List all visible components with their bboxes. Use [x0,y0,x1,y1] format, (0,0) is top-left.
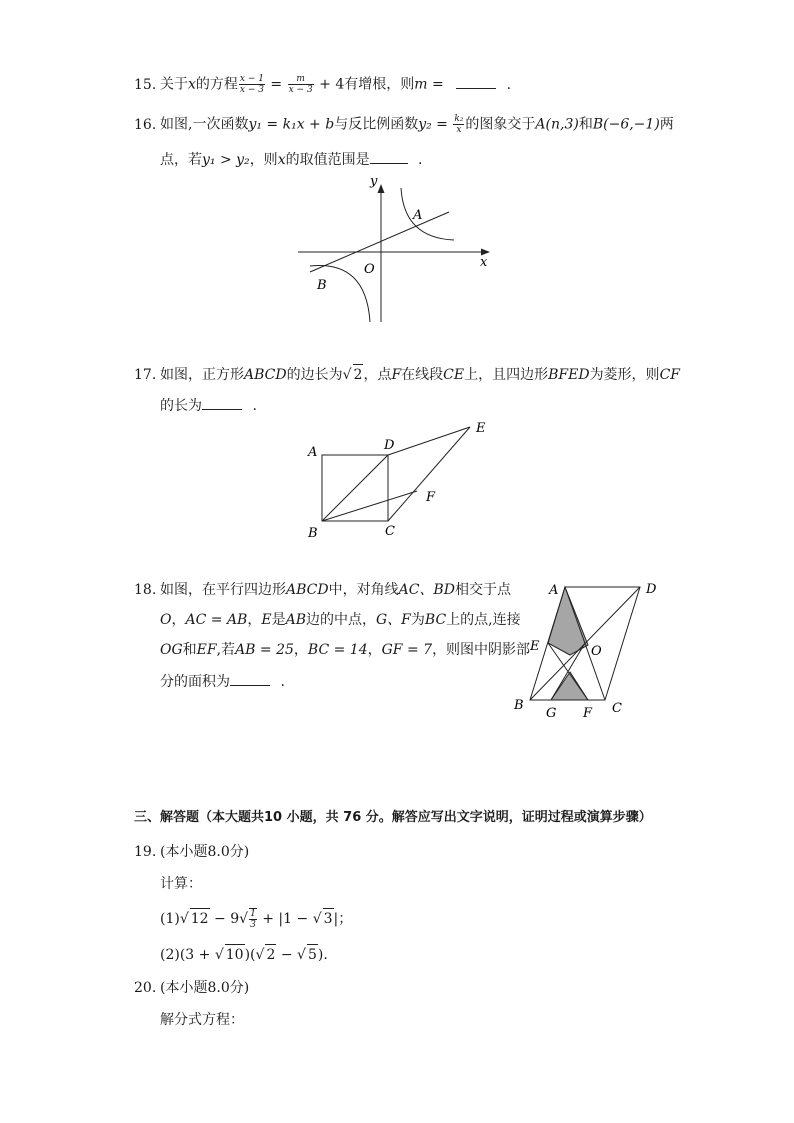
question-19: 19. (本小题8.0分) [134,844,250,860]
question-number: 20. [134,980,157,996]
label-A: A [413,208,423,223]
label-D: D [646,582,657,597]
fraction: $\frac{x - 1}{x - 3}$ [239,74,264,95]
label-D: D [384,438,395,453]
question-17: 17. 如图，正方形ABCD的边长为√ 2，点F在线段CE上，且四边形BFED为菱形，则CF [134,364,680,385]
question-18-line3: OG和EF,若AB = 25，BC = 14，GF = 7，则图中阴影部 [160,642,531,658]
question-17-line2: 的长为 . [160,398,257,414]
question-15: 15. 关于x的方程 $\frac{x - 1}{x - 3}$ = $\frac{m}{x - 3}$ + 4有增根，则m = . [134,74,512,95]
label-O: O [591,644,602,659]
label-F: F [426,490,436,505]
question-16-line2: 点，若y₁ > y₂，则x的取值范围是 . [160,152,423,168]
label-A: A [308,445,318,460]
fraction: $\frac{\text{k₂}}{x}$ [454,114,464,135]
fraction: $\frac{m}{x - 3}$ [288,74,313,95]
section-heading: 三、解答题（本大题共10 小题，共 76 分。解答应写出文字说明，证明过程或演算步骤） [134,810,652,825]
question-18: 18. 如图，在平行四边形ABCD中，对角线AC、BD相交于点 [134,582,511,598]
label-x: x [480,255,488,270]
question-19-part2: (2)(3 + √ 10)(√ 2 − √ 5). [160,944,328,965]
label-G: G [546,706,557,721]
label-B: B [308,526,318,541]
question-number: 19. [134,844,157,860]
label-B: B [317,278,327,293]
label-C: C [385,524,395,539]
fraction: $\frac{1}{3}$ [250,909,256,930]
question-19-part1: (1)√ 12 − 9√ $\frac{1}{3}$ + |1 − √ 3|； [160,909,353,930]
question-number: 15. [134,76,157,93]
shaded-region-lower [551,672,588,700]
question-16: 16. 如图,一次函数y₁ = k₁x + b与反比例函数y₂ = $\frac{\text{k₂}}{x}$ 的图象交于A(n,3)和B(−6,−1)两 [134,114,674,135]
label-F: F [583,706,593,721]
question-18-line4: 分的面积为 . [160,674,285,690]
label-A: A [549,583,559,598]
label-y: y [370,174,378,189]
question-20-prompt: 解分式方程： [160,1012,244,1028]
question-18-line2: O，AC = AB，E是AB边的中点，G、F为BC上的点,连接 [160,612,521,628]
label-E: E [530,639,540,654]
question-number: 16. [134,116,157,133]
label-E: E [476,421,486,436]
label-O: O [364,262,375,277]
question-number: 18. [134,582,157,598]
label-C: C [612,701,622,716]
label-B: B [514,698,524,713]
question-19-prompt: 计算： [160,876,202,892]
question-number: 17. [134,367,157,383]
question-20: 20. (本小题8.0分) [134,980,250,996]
